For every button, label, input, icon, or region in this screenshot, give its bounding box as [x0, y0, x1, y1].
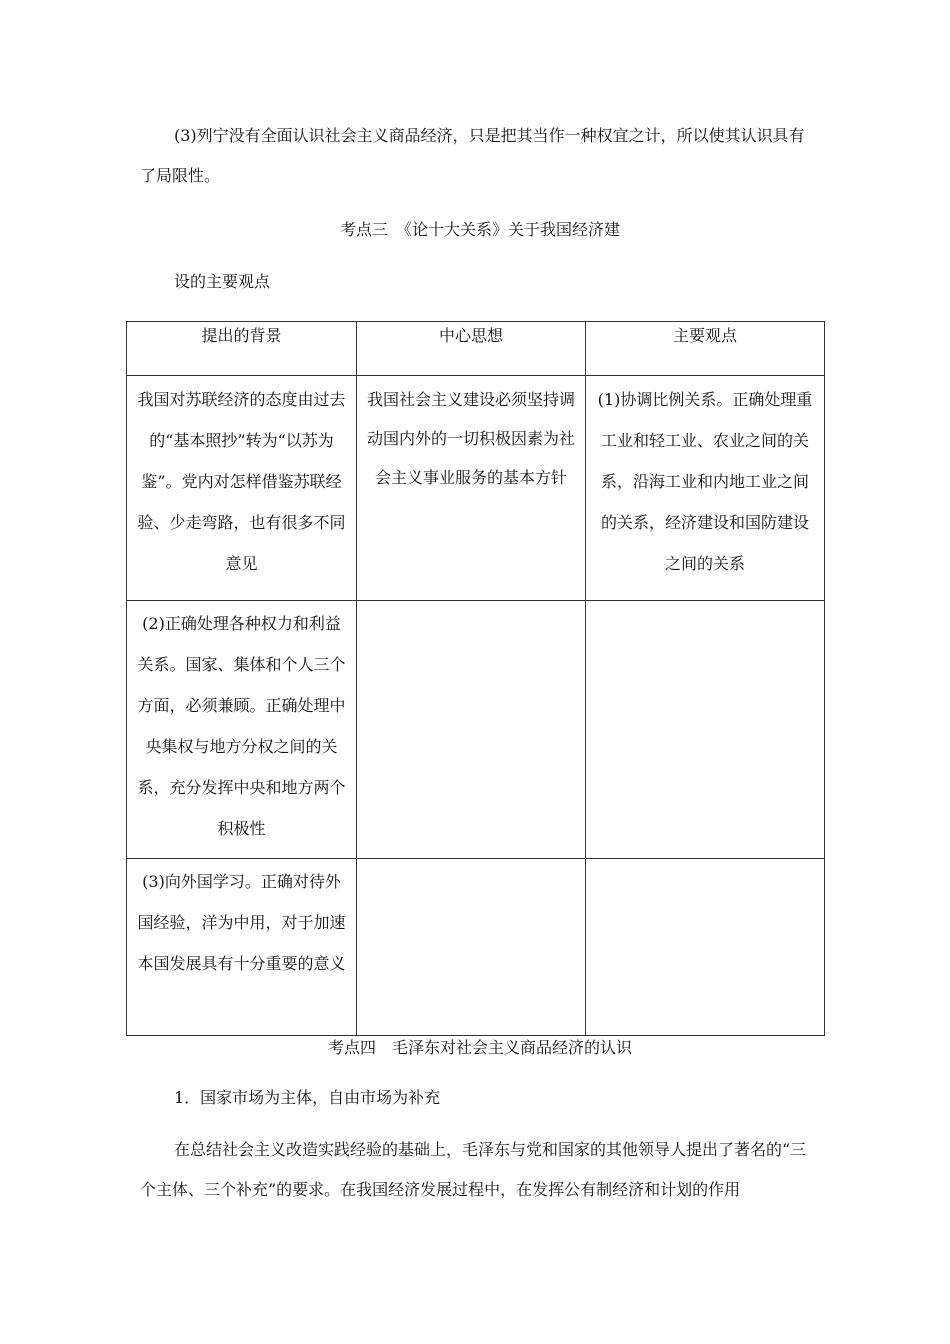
cell-main-view — [586, 601, 825, 859]
header-background: 提出的背景 — [127, 322, 357, 376]
viewpoints-table — [126, 321, 825, 1036]
cell-central-idea — [357, 601, 586, 859]
cell-central-idea: 我国社会主义建设必须坚持调动国内外的一切积极因素为社会主义事业服务的基本方针 — [357, 376, 586, 601]
table-row — [127, 376, 825, 601]
section4-item1: 1．国家市场为主体，自由市场为补充 — [174, 1088, 441, 1107]
table-header-row — [127, 322, 825, 376]
cell-main-view: (1)协调比例关系。正确处理重工业和轻工业、农业之间的关系，沿海工业和内地工业之间的关系，经济建设和国防建设之间的关系 — [586, 376, 825, 601]
cell-central-idea — [357, 859, 586, 1036]
cell-background: (3)向外国学习。正确对待外国经验，洋为中用，对于加速本国发展具有十分重要的意义 — [127, 859, 357, 1036]
section4-paragraph: 在总结社会主义改造实践经验的基础上，毛泽东与党和国家的其他领导人提出了著名的“三个主体、三个补充”的要求。在我国经济发展过程中，在发挥公有制经济和计划的作用 — [140, 1140, 807, 1199]
section3-title: 考点三 《论十大关系》关于我国经济建 — [339, 220, 620, 239]
header-central-idea: 中心思想 — [357, 322, 586, 376]
cell-background: (2)正确处理各种权力和利益关系。国家、集体和个人三个方面，必须兼顾。正确处理中央集权与地方分权之间的关系，充分发挥中央和地方两个积极性 — [127, 601, 357, 859]
cell-main-view — [586, 859, 825, 1036]
table-row — [127, 601, 825, 859]
section3-subtitle: 设的主要观点 — [174, 272, 271, 291]
header-main-view: 主要观点 — [586, 322, 825, 376]
cell-background: 我国对苏联经济的态度由过去的“基本照抄”转为“以苏为鉴”。党内对怎样借鉴苏联经验、少走弯路，也有很多不同意见 — [127, 376, 357, 601]
table-row — [127, 859, 825, 1036]
intro-paragraph: (3)列宁没有全面认识社会主义商品经济，只是把其当作一种权宜之计，所以使其认识具有了局限性。 — [140, 126, 805, 185]
section4-title: 考点四 毛泽东对社会主义商品经济的认识 — [327, 1038, 632, 1057]
